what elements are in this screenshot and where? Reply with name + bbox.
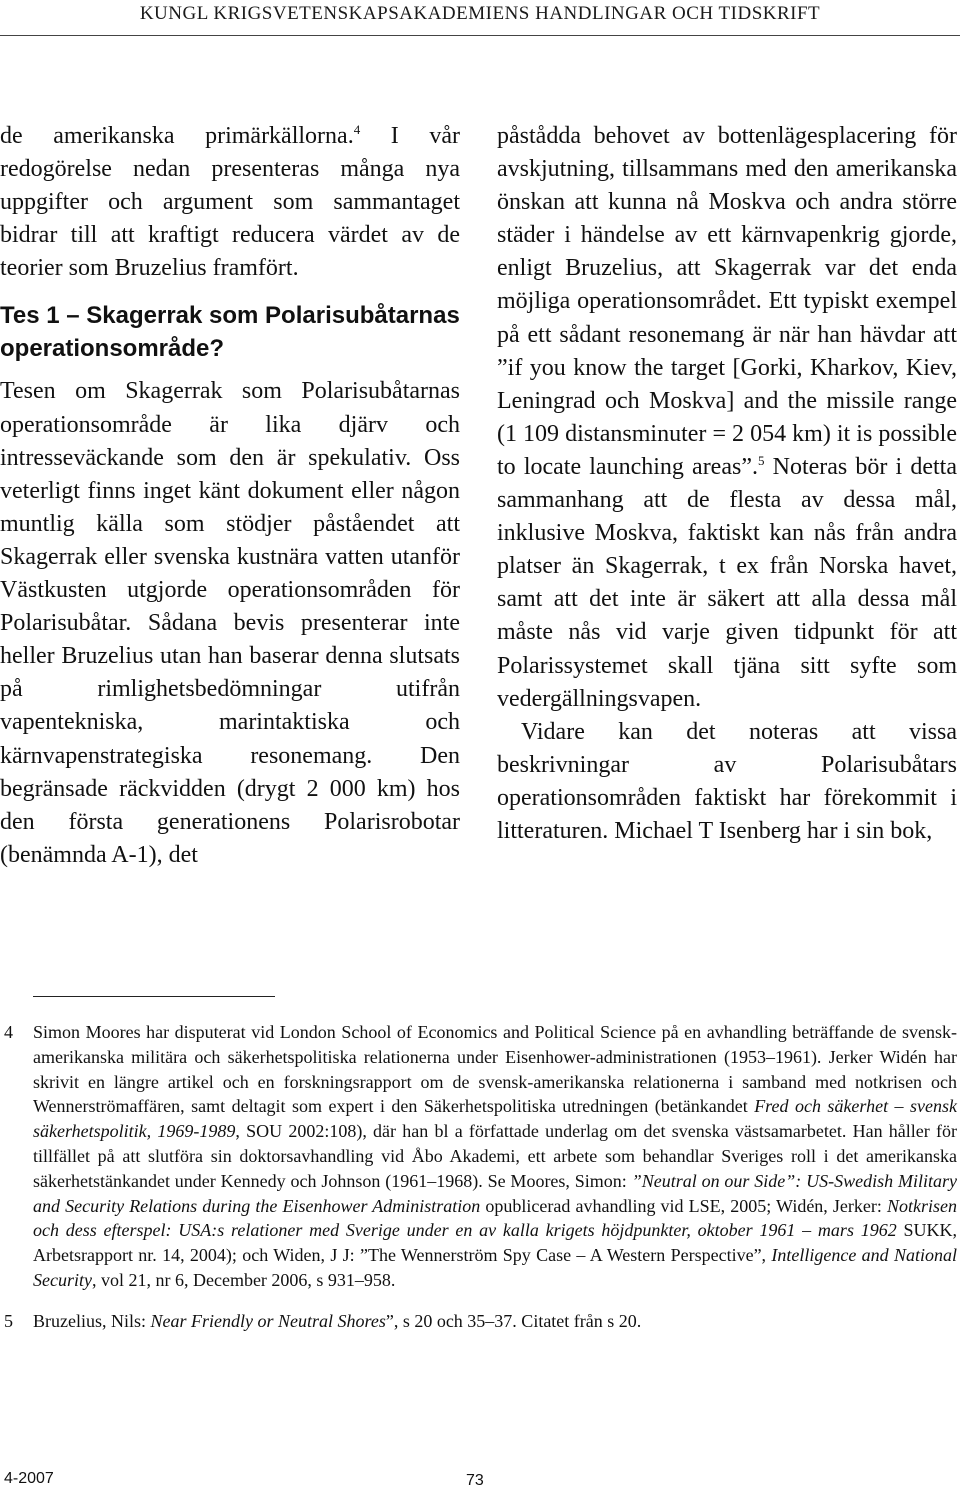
left-paragraph-1: de amerikanska primärkällorna.$^4$ I vår redogörelse nedan presenteras många nya uppgifter och argument som sammantaget bidrar till att kraftigt reducera värdet av de teorier som Bruzelius framfört. xyxy=(0,122,460,282)
footnote-ref-5[interactable]: 5 xyxy=(757,452,765,468)
running-header: KUNGL KRIGSVETENSKAPSAKADEMIENS HANDLINGAR OCH TIDSKRIFT xyxy=(139,3,821,24)
left-column xyxy=(0,120,460,872)
footnote-ref-4[interactable]: 4 xyxy=(353,122,361,137)
right-column xyxy=(497,120,957,848)
section-heading: Tes 1 – Skagerrak som Polarisubåtarnas operationsområde? xyxy=(0,302,460,363)
right-paragraph-1: påstådda behovet av bottenlägesplacering för avskjutning, tillsammans med den amerikanska önskan att kunna nå Moskva och andra större städer i händelse av ett kärnvapenkrig gjorde, enligt Bruzelius, att Skagerrak var det enda möjliga operationsområdet. Ett typiskt exempel på ett sådant resonemang är när han hävdar att ”if you know the target [Gorki, Kharkov, Kiev, Leningrad och Moskva] and the missile range (1 109 distansminuter = 2 054 km) it is possible to locate launching areas”.$^5$ Noteras bör i detta sammanhang att de flesta av dessa mål, inklusive Moskva, faktiskt kan nås från andra platser än Skagerrak, t ex från Norska havet, samt att det inte är säkert att alla dessa mål måste nås vid varje given tidpunkt för att Polarissystemet skall tjäna sitt syfte som vedergällningsvapen. xyxy=(497,123,958,712)
footnotes xyxy=(0,1020,957,1350)
footnote-5: 5 Bruzelius, Nils: Near Friendly or Neutral Shores”, s 20 och 35–37. Citatet från s 20. xyxy=(0,1309,957,1334)
right-paragraph-2: Vidare kan det noteras att vissa beskrivningar av Polarisubåtars operationsområden faktiskt har förekommit i litteraturen. Michael T Isenberg har i sin bok, xyxy=(497,718,957,844)
page-number: 73 xyxy=(466,1472,484,1489)
left-paragraph-2: Tesen om Skagerrak som Polarisubåtarnas operationsområde är lika djärv och intresseväckande som den är spekulativ. Oss veterligt finns inget känt dokument eller någon muntlig källa som stödjer påståendet att Skagerrak eller svenska kustnära vatten utanför Västkusten utgjorde operationsområden för Polarisubåtar. Sådana bevis presenterar inte heller Bruzelius utan han baserar denna slutsats på rimlighetsbedömningar utifrån vapentekniska, marintaktiska och kärnvapenstrategiska resonemang. Den begränsade räckvidden (drygt 2 000 km) hos den första generationens Polarisrobotar (benämnda A-1), det xyxy=(0,378,460,868)
header-rule xyxy=(0,35,960,36)
footnote-number: 4 xyxy=(4,1022,13,1042)
issue-label: 4-2007 xyxy=(4,1470,54,1487)
footnote-number: 5 xyxy=(4,1310,13,1331)
footnote-rule xyxy=(33,996,275,997)
footnote-4: 4 Simon Moores har disputerat vid London School of Economics and Political Science på en avhandling beträffande de svensk-amerikanska militära och säkerhetspolitiska relationerna under Eisenhower-administrationen (1953–1961). Jerker Widén har skrivit en längre artikel och en forskningsrapport om de svensk-amerikanska relationerna i samband med notkrisen och Wennerströmaffären, samt deltagit som expert i den Säkerhetspolitiska utredningen (betänkandet Fred och säkerhet – svensk säkerhetspolitik, 1969-1989, SOU 2002:108), där han bl a författade underlag om det svenska västsamarbetet. Han håller för tillfället på att slutföra sin doktorsavhandling vid Åbo Akademi, ett arbete som behandlar Sveriges roll i det amerikanska säkerhetstänkandet under Kennedy och Johnson (1961–1968). Se Moores, Simon: ”Neutral on our Side”: US-Swedish Military and Security Relations during the Eisenhower Administration opublicerad avhandling vid LSE, 2005; Widén, Jerker: Notkrisen och dess efterspel: USA:s relationer med Sverige under en av kalla krigets höjdpunkter, oktober 1961 – mars 1962 SUKK, Arbetsrapport nr. 14, 2004); och Widen, J J: ”The Wennerström Spy Case – A Western Perspective”, Intelligence and National Security, vol 21, nr 6, December 2006, s 931–958. xyxy=(4,1022,958,1290)
